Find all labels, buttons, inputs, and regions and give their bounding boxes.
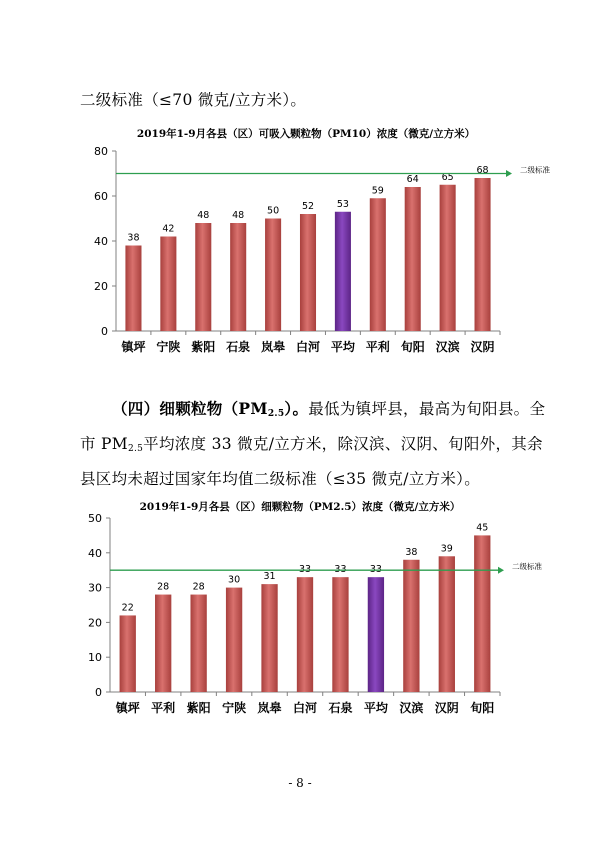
data-label: 59 xyxy=(371,185,384,197)
category-label: 平均 xyxy=(363,701,388,715)
category-label: 汉阴 xyxy=(434,701,459,715)
bar-4 xyxy=(261,584,277,692)
data-label: 64 xyxy=(406,174,419,185)
paragraph-line-2: 市 $PM_{2.5}$平均浓度 33 微克/立方米，除汉滨、汉阴、旬阳外，其余 xyxy=(80,435,543,454)
category-label: 汉阴 xyxy=(470,340,495,354)
data-label: 22 xyxy=(121,602,134,614)
y-tick-label: 40 xyxy=(94,235,108,248)
data-label: 53 xyxy=(336,198,349,210)
paragraph-line-3: 县区均未超过国家年均值二级标准（≤35 微克/立方米）。 xyxy=(80,470,481,488)
bar-6 xyxy=(335,212,351,331)
y-tick-label: 40 xyxy=(88,546,102,560)
data-label: 65 xyxy=(441,171,454,183)
bar-9 xyxy=(439,556,455,692)
category-label: 紫阳 xyxy=(191,340,216,354)
pm10-chart xyxy=(0,120,600,370)
bar-3 xyxy=(226,588,242,692)
data-label: 52 xyxy=(301,201,315,212)
data-label: 68 xyxy=(476,165,489,176)
data-label: 28 xyxy=(157,581,170,593)
bar-3 xyxy=(230,223,246,331)
bar-4 xyxy=(265,219,281,332)
y-tick-label: 10 xyxy=(88,651,102,665)
category-label: 白河 xyxy=(292,701,318,715)
category-label: 汉滨 xyxy=(399,701,424,715)
y-tick-label: 30 xyxy=(88,581,102,595)
bar-10 xyxy=(474,535,490,692)
bar-5 xyxy=(300,214,316,331)
category-label: 镇坪 xyxy=(115,701,140,715)
bar-0 xyxy=(120,615,136,692)
paragraph-line-1 xyxy=(80,394,546,429)
data-label: 42 xyxy=(162,223,175,235)
pm25-chart xyxy=(0,490,600,730)
standard-line-arrow xyxy=(498,567,504,574)
bar-2 xyxy=(190,595,206,692)
category-label: 岚皋 xyxy=(257,701,282,715)
bar-7 xyxy=(368,577,384,692)
data-label: 50 xyxy=(267,205,280,217)
category-label: 岚皋 xyxy=(261,340,286,354)
category-label: 镇坪 xyxy=(121,340,146,354)
data-label: 33 xyxy=(298,564,312,576)
category-label: 平利 xyxy=(365,340,390,354)
y-tick-label: 20 xyxy=(88,616,102,630)
intro-paragraph xyxy=(80,85,306,115)
category-label: 平均 xyxy=(330,340,355,354)
data-label: 28 xyxy=(192,581,205,593)
category-label: 平利 xyxy=(151,701,176,715)
standard-line-label: 二级标准 xyxy=(520,165,550,175)
sentence-1: 最低为镇坪县，最高为旬阳县。全 xyxy=(308,400,546,418)
intro-text: 二级标准（≤70 微克/立方米）。 xyxy=(80,91,307,109)
standard-line-arrow xyxy=(506,170,512,177)
standard-line-label: 二级标准 xyxy=(512,562,542,572)
category-label: 石泉 xyxy=(226,340,251,354)
section-heading: （四）细颗粒物$(PM_{2.5})$。 xyxy=(112,399,309,419)
category-label: 宁陕 xyxy=(222,701,247,715)
category-label: 宁陕 xyxy=(156,340,181,354)
y-tick-label: 60 xyxy=(94,190,108,203)
data-label: 38 xyxy=(405,546,418,558)
data-label: 45 xyxy=(476,522,489,534)
category-label: 旬阳 xyxy=(400,340,425,354)
data-label: 33 xyxy=(334,564,347,576)
bar-0 xyxy=(125,246,141,332)
y-tick-label: 0 xyxy=(101,325,108,338)
category-label: 石泉 xyxy=(328,701,353,715)
y-tick-label: 20 xyxy=(94,280,108,293)
bar-8 xyxy=(403,560,419,692)
y-tick-label: 50 xyxy=(88,512,102,525)
section-four-paragraph xyxy=(80,394,546,494)
y-tick-label: 0 xyxy=(95,686,102,699)
category-label: 旬阳 xyxy=(470,701,495,715)
bar-10 xyxy=(475,178,491,331)
data-label: 39 xyxy=(440,543,453,555)
category-label: 汉滨 xyxy=(435,340,460,354)
data-label: 48 xyxy=(232,210,245,221)
data-label: 48 xyxy=(197,210,210,221)
bar-7 xyxy=(370,198,386,331)
bar-5 xyxy=(297,577,313,692)
bar-8 xyxy=(405,187,421,331)
bar-6 xyxy=(332,577,348,692)
bar-1 xyxy=(155,595,171,692)
category-label: 紫阳 xyxy=(186,701,211,715)
data-label: 38 xyxy=(127,232,140,244)
data-label: 30 xyxy=(228,574,241,586)
bar-9 xyxy=(440,185,456,331)
bar-2 xyxy=(195,223,211,331)
bar-1 xyxy=(160,237,176,332)
category-label: 白河 xyxy=(295,340,321,354)
chart-title: 2019年1-9月各县（区）可吸入颗粒物（PM10）浓度（微克/立方米） xyxy=(136,128,476,140)
data-label: 31 xyxy=(263,571,276,583)
chart-title: 2019年1-9月各县（区）细颗粒物（PM2.5）浓度（微克/立方米） xyxy=(139,501,461,513)
y-tick-label: 80 xyxy=(94,145,108,158)
page-number: - 8 - xyxy=(288,776,312,790)
data-label: 33 xyxy=(369,564,382,576)
